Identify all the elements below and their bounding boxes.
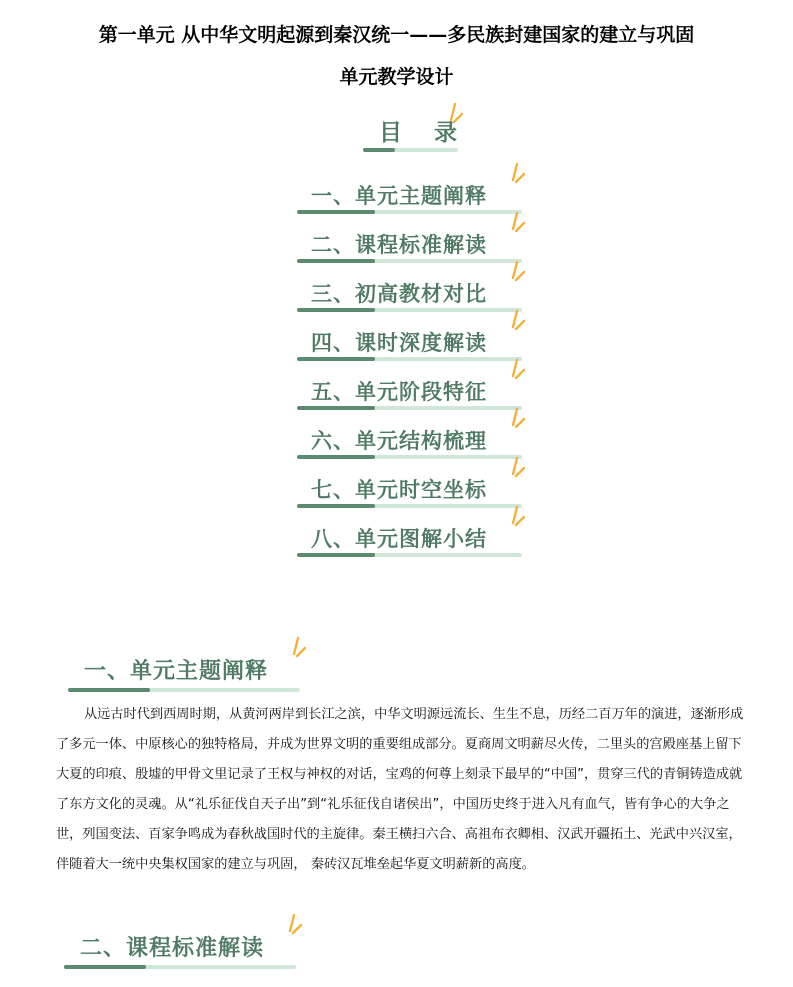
- spark-icon: [286, 636, 306, 658]
- toc-item-label: 五、单元阶段特征: [311, 380, 487, 404]
- toc-heading-underline-accent: [363, 148, 395, 152]
- toc-item[interactable]: [297, 276, 527, 320]
- toc-item-label: 三、初高教材对比: [311, 282, 487, 306]
- spark-icon: [505, 456, 525, 478]
- toc-item-underline-accent: [297, 210, 375, 214]
- spark-icon: [505, 211, 525, 233]
- toc-item-label: 八、单元图解小结: [311, 527, 487, 551]
- section-heading: [68, 650, 308, 694]
- toc-item-label: 一、单元主题阐释: [311, 184, 487, 208]
- toc-item-underline-accent: [297, 259, 375, 263]
- spark-icon: [443, 102, 463, 124]
- toc-item-underline-accent: [297, 553, 375, 557]
- toc-heading-label: 目 录: [379, 120, 470, 146]
- toc-item-underline-accent: [297, 504, 375, 508]
- spark-icon: [505, 407, 525, 429]
- section-heading: [64, 927, 304, 971]
- toc-item[interactable]: [297, 374, 527, 418]
- toc-item-label: 七、单元时空坐标: [311, 478, 487, 502]
- document-title: 第一单元 从中华文明起源到秦汉统一——多民族封建国家的建立与巩固: [98, 24, 695, 46]
- toc-item[interactable]: [297, 472, 527, 516]
- section-heading-underline-accent: [68, 688, 150, 692]
- toc-item-label: 六、单元结构梳理: [311, 429, 487, 453]
- toc-item[interactable]: [297, 423, 527, 467]
- spark-icon: [505, 309, 525, 331]
- toc-heading: [363, 112, 473, 156]
- toc-item[interactable]: [297, 325, 527, 369]
- document-subtitle: 单元教学设计: [339, 66, 454, 88]
- spark-icon: [505, 358, 525, 380]
- toc-item-label: 四、课时深度解读: [311, 331, 487, 355]
- spark-icon: [505, 505, 525, 527]
- toc-item-label: 二、课程标准解读: [311, 233, 487, 257]
- toc-item-underline-accent: [297, 455, 375, 459]
- toc-item[interactable]: [297, 227, 527, 271]
- spark-icon: [282, 913, 302, 935]
- toc-item-underline-accent: [297, 357, 375, 361]
- spark-icon: [505, 162, 525, 184]
- spark-icon: [505, 260, 525, 282]
- section-body-paragraph: 从远古时代到西周时期，从黄河两岸到长江之滨，中华文明源远流长、生生不息，历经二百万年的演进，逐渐形成了多元一体、中原核心的独特格局，并成为世界文明的重要组成部分。夏商周文明薪尽火传，二里头的宫殿座基上留下大夏的印痕、殷墟的甲骨文里记录了王权与神权的对话，宝鸡的何尊上刻录下最早的“中国”，贯穿三代的青铜铸造成就了东方文化的灵魂。从“礼乐征伐自天子出”到“礼乐征伐自诸侯出”，中国历史终于进入凡有血气，皆有争心的大争之世，列国变法、百家争鸣成为春秋战国时代的主旋律。秦王横扫六合、高祖布衣卿相、汉武开疆拓土、光武中兴汉室， 伴随着大一统中央集权国家的建立与巩固， 秦砖汉瓦堆垒起华夏文明薪新的高度。: [56, 707, 744, 872]
- toc-item[interactable]: [297, 521, 527, 565]
- toc-item-underline-accent: [297, 406, 375, 410]
- section-heading-label: 一、单元主题阐释: [84, 659, 269, 684]
- section-heading-label: 二、课程标准解读: [80, 936, 265, 961]
- toc-item[interactable]: [297, 178, 527, 222]
- section-heading-underline-accent: [64, 965, 146, 969]
- toc-item-underline-accent: [297, 308, 375, 312]
